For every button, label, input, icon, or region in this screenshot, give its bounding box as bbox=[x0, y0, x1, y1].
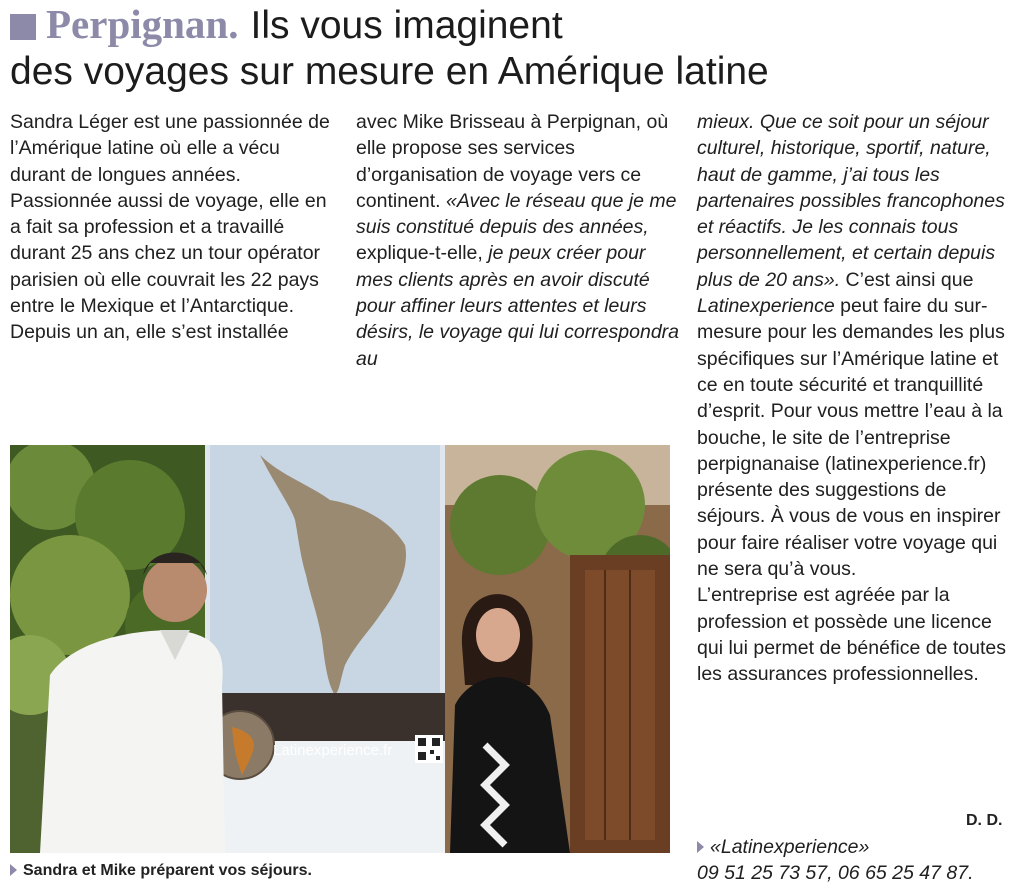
author-signature: D. D. bbox=[966, 812, 1003, 829]
headline-line-1 bbox=[10, 0, 1014, 46]
column-3-paragraph-1 bbox=[697, 109, 1019, 582]
photo-caption bbox=[10, 862, 312, 880]
contact-name-line bbox=[697, 834, 974, 860]
column-2-paragraph bbox=[356, 109, 681, 372]
contact-phones: 09 51 25 73 57, 06 65 25 47 87. bbox=[697, 862, 974, 884]
headline bbox=[10, 0, 1014, 94]
column-2-speaker: explique-t-elle, bbox=[356, 242, 483, 265]
contact-name: «Latinexperience» bbox=[710, 836, 870, 858]
article-photo bbox=[10, 445, 670, 853]
column-2-quote-start: «Avec le réseau que je me suis constitué depuis des années, bbox=[356, 189, 677, 239]
man-head bbox=[143, 558, 207, 622]
caption-text: Sandra et Mike préparent vos séjours. bbox=[23, 862, 312, 879]
column-3-text-a: C’est ainsi que bbox=[845, 268, 974, 291]
headline-title-start: Ils vous imaginent bbox=[250, 4, 563, 47]
column-3-brand: Latinexperience bbox=[697, 295, 835, 318]
column-1-text: Sandra Léger est une passionnée de l’Amérique latine où elle a vécu durant de longues années. Passionnée aussi de voyage, elle en a fait sa profession et a travaillé durant 25 ans chez un tour opérator parisien où elle couvrait les 22 pays entre le Mexique et l’Antarctique. Depuis un an, elle s’est installée bbox=[10, 111, 330, 344]
caption-triangle-icon bbox=[10, 864, 17, 876]
article-column-2 bbox=[356, 109, 681, 372]
man-white-shirt bbox=[40, 630, 225, 853]
column-3-paragraph-2: L’entreprise est agréée par la profession et possède une licence qui lui permet de bénéfice de toutes les assurances professionnelles. bbox=[697, 584, 1006, 686]
article-column-1 bbox=[10, 109, 340, 346]
contact-triangle-icon bbox=[697, 841, 704, 853]
banner-text: Latinexperience.fr bbox=[273, 742, 393, 759]
column-3-text-b: peut faire du sur-mesure pour les demandes les plus spécifiques sur l’Amérique latine et ce en toute sécurité et tranquillité d’esprit. Pour vous mettre l’eau à la bouche, le site de l’entreprise perpignanaise (latinexperience.fr) présente des suggestions de séjours. À vous de vous en inspirer pour faire réaliser votre voyage qui ne sera qu’à vous. bbox=[697, 295, 1005, 581]
column-3-quote: mieux. Que ce soit pour un séjour culturel, historique, sportif, nature, haut de gamme, j’ai tous les partenaires possibles francophones et réactifs. Je les connais tous personnellement, et certain depuis plus de 20 ans». bbox=[697, 111, 1005, 291]
column-2-quote-continued: je peux créer pour mes clients après en avoir discuté pour affiner leurs attentes et leurs désirs, le voyage qui lui correspondra au bbox=[356, 242, 680, 370]
column-2-intro: avec Mike Brisseau à Perpignan, où elle propose ses services d’organisation de voyage vers ce continent. bbox=[356, 111, 669, 212]
photo-illustration bbox=[10, 445, 670, 853]
headline-line-2: des voyages sur mesure en Amérique latine bbox=[10, 50, 769, 93]
headline-square-marker bbox=[10, 14, 36, 40]
article-column-3 bbox=[697, 109, 1019, 688]
contact-box bbox=[697, 834, 974, 886]
headline-city: Perpignan. bbox=[46, 1, 239, 47]
woman-head bbox=[476, 608, 520, 662]
